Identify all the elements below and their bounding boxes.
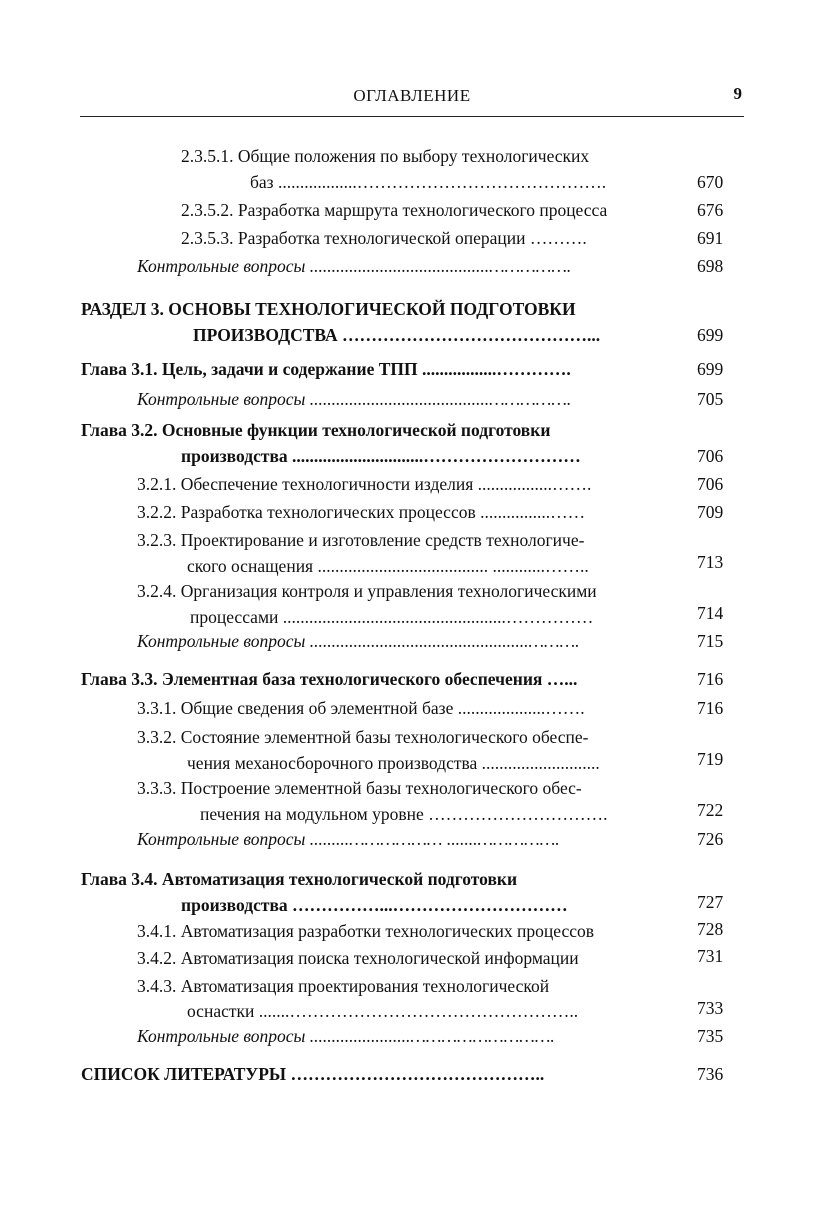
page-number: 9 bbox=[733, 84, 742, 103]
toc-entry-title: Контрольные вопросы ..................................................………. bbox=[137, 631, 580, 651]
toc-entry-3-3-1[interactable] bbox=[0, 695, 828, 721]
toc-entry-title: 2.3.5.2. Разработка маршрута технологического процесса bbox=[181, 200, 608, 220]
toc-entry-title: 3.2.3. Проектирование и изготовление средств технологиче- bbox=[137, 530, 585, 550]
toc-entry-page: 699 bbox=[697, 359, 724, 379]
toc-entry-page: 726 bbox=[697, 829, 724, 849]
toc-entry-page: 733 bbox=[697, 998, 724, 1018]
toc-entry-section-3[interactable] bbox=[0, 296, 828, 348]
toc-entry-page: 699 bbox=[697, 325, 724, 345]
toc-entry-title: 3.4.1. Автоматизация разработки технологических процессов bbox=[137, 921, 595, 941]
toc-entry-title: 2.3.5.3. Разработка технологической операции ………. bbox=[181, 228, 587, 248]
toc-entry-page: 736 bbox=[697, 1064, 724, 1084]
header-title: ОГЛАВЛЕНИЕ bbox=[353, 86, 471, 105]
toc-entry-page: 698 bbox=[697, 256, 724, 276]
toc-entry-title: РАЗДЕЛ 3. ОСНОВЫ ТЕХНОЛОГИЧЕСКОЙ ПОДГОТОВКИ bbox=[81, 299, 576, 319]
toc-entry-title: 3.2.4. Организация контроля и управления технологическими bbox=[137, 581, 597, 601]
toc-entry-title: 3.2.1. Обеспечение технологичности изделия .................……. bbox=[137, 474, 592, 494]
toc-entry-title: Контрольные вопросы .........................................……………. bbox=[137, 389, 572, 409]
toc-entry-2-3-5-1[interactable] bbox=[0, 143, 828, 195]
toc-entry-title: Контрольные вопросы .........……………… .......……………. bbox=[137, 829, 560, 849]
toc-entry-3-4-3[interactable] bbox=[0, 973, 828, 1025]
toc-entry-3-3-3[interactable] bbox=[0, 775, 828, 827]
toc-entry-page: 728 bbox=[697, 919, 724, 939]
toc-entry-title: 3.4.3. Автоматизация проектирования технологической bbox=[137, 976, 550, 996]
toc-entry-3-2-4[interactable] bbox=[0, 578, 828, 630]
toc-entry-title-cont: производства ……………...………………………… bbox=[181, 895, 568, 915]
toc-entry-title-cont: ского оснащения ....................................... ............…….. bbox=[187, 556, 589, 576]
toc-entry-title-cont: баз ..................……………………………………. bbox=[250, 172, 607, 192]
toc-entry-title-cont: ПРОИЗВОДСТВА ……………………………………... bbox=[193, 325, 601, 345]
toc-entry-3-3-2[interactable] bbox=[0, 724, 828, 776]
toc-entry-page: 691 bbox=[697, 228, 724, 248]
running-header bbox=[80, 82, 744, 117]
toc-entry-chapter-3-4[interactable] bbox=[0, 866, 828, 918]
toc-entry-page: 706 bbox=[697, 474, 724, 494]
toc-entry-3-4-2[interactable] bbox=[0, 945, 828, 971]
toc-entry-title-cont: чения механосборочного производства ........................... bbox=[187, 753, 600, 773]
toc-entry-page: 727 bbox=[697, 892, 724, 912]
toc-entry-title: 3.3.3. Построение элементной базы технологического обес- bbox=[137, 778, 582, 798]
toc-entry-title-cont: печения на модульном уровне …………………………. bbox=[200, 804, 608, 824]
toc-entry-title: 3.3.1. Общие сведения об элементной базе ....................……. bbox=[137, 698, 585, 718]
toc-entry-title: 3.2.2. Разработка технологических процессов ................…… bbox=[137, 502, 586, 522]
toc-entry-review-questions[interactable] bbox=[0, 628, 828, 654]
toc-entry-review-questions[interactable] bbox=[0, 253, 828, 279]
toc-entry-title: Контрольные вопросы .......................………………………. bbox=[137, 1026, 555, 1046]
toc-entry-title-cont: производства ..............................……………………… bbox=[181, 446, 581, 466]
toc-entry-title: Глава 3.4. Автоматизация технологической подготовки bbox=[81, 869, 518, 889]
toc-entry-page: 715 bbox=[697, 631, 724, 651]
toc-entry-page: 716 bbox=[697, 698, 724, 718]
toc-entry-page: 719 bbox=[697, 749, 724, 769]
toc-entry-3-2-1[interactable] bbox=[0, 471, 828, 497]
toc-entry-chapter-3-3[interactable] bbox=[0, 666, 828, 692]
toc-entry-chapter-3-2[interactable] bbox=[0, 417, 828, 469]
toc-entry-page: 716 bbox=[697, 669, 724, 689]
toc-entry-page: 714 bbox=[697, 603, 724, 623]
toc-entry-chapter-3-1[interactable] bbox=[0, 356, 828, 382]
toc-entry-page: 676 bbox=[697, 200, 724, 220]
toc-entry-title: Глава 3.3. Элементная база технологического обеспечения …... bbox=[81, 669, 578, 689]
toc-entry-3-2-2[interactable] bbox=[0, 499, 828, 525]
toc-entry-3-4-1[interactable] bbox=[0, 918, 828, 944]
toc-entry-page: 705 bbox=[697, 389, 724, 409]
toc-entry-title: СПИСОК ЛИТЕРАТУРЫ …………………………………….. bbox=[81, 1064, 545, 1084]
toc-entry-bibliography[interactable] bbox=[0, 1061, 828, 1087]
toc-entry-review-questions[interactable] bbox=[0, 386, 828, 412]
toc-entry-title: 3.3.2. Состояние элементной базы технологического обеспе- bbox=[137, 727, 589, 747]
toc-entry-page: 722 bbox=[697, 800, 724, 820]
toc-entry-title: Глава 3.1. Цель, задачи и содержание ТПП .................…………. bbox=[81, 359, 571, 379]
toc-entry-page: 713 bbox=[697, 552, 724, 572]
toc-entry-title-cont: процессами ...................................................…………… bbox=[190, 607, 594, 627]
toc-entry-title: Контрольные вопросы .........................................……………. bbox=[137, 256, 572, 276]
toc-entry-page: 731 bbox=[697, 946, 724, 966]
toc-entry-page: 706 bbox=[697, 446, 724, 466]
toc-entry-review-questions[interactable] bbox=[0, 826, 828, 852]
toc-entry-title-cont: оснастки .......………………………………………….. bbox=[187, 1001, 579, 1021]
toc-entry-title: Глава 3.2. Основные функции технологической подготовки bbox=[81, 420, 551, 440]
toc-entry-page: 709 bbox=[697, 502, 724, 522]
toc-entry-review-questions[interactable] bbox=[0, 1023, 828, 1049]
toc-entry-page: 670 bbox=[697, 172, 724, 192]
toc-entry-3-2-3[interactable] bbox=[0, 527, 828, 579]
toc-entry-page: 735 bbox=[697, 1026, 724, 1046]
toc-entry-title: 3.4.2. Автоматизация поиска технологической информации bbox=[137, 948, 579, 968]
toc-entry-title: 2.3.5.1. Общие положения по выбору технологических bbox=[181, 146, 590, 166]
toc-entry-2-3-5-3[interactable] bbox=[0, 225, 828, 251]
toc-entry-2-3-5-2[interactable] bbox=[0, 197, 828, 223]
